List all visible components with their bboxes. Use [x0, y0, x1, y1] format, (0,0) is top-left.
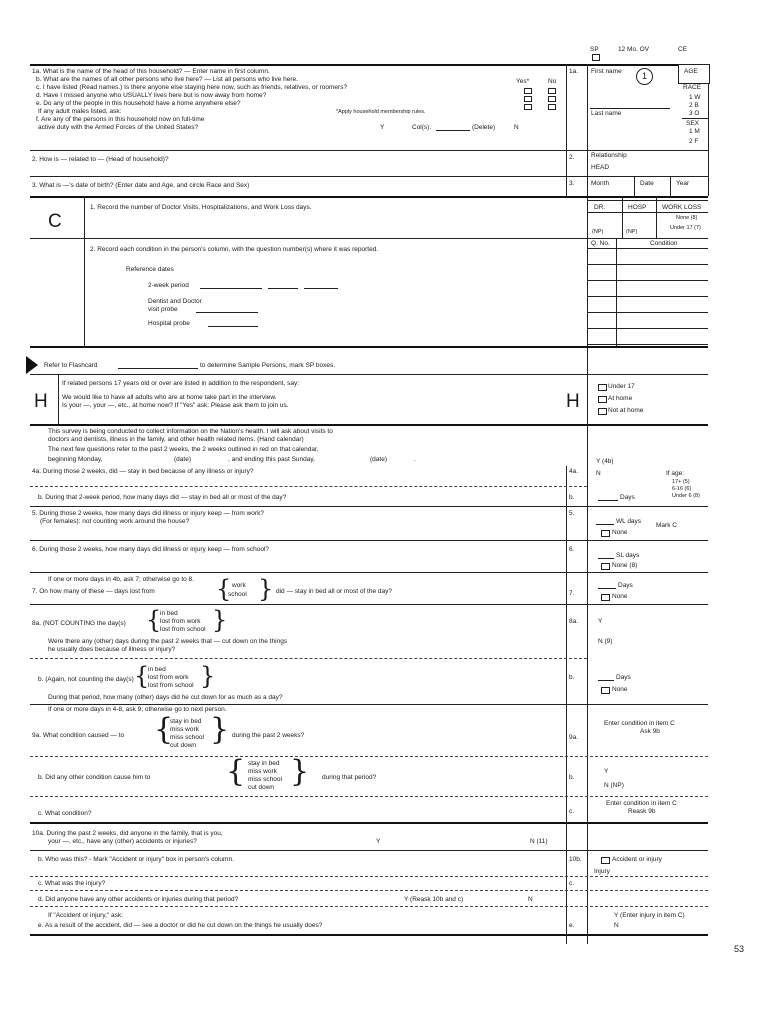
section-h-divider	[58, 374, 59, 424]
r8a-no[interactable]: N (9)	[598, 638, 613, 645]
r10b-injury: Injury	[594, 868, 610, 875]
q8b-opt-bed: in bed	[148, 666, 166, 673]
r10e-no[interactable]: N	[614, 922, 619, 929]
q8a-text: 8a. (NOT COUNTING the day(s)	[32, 620, 126, 627]
n10b: 10b.	[569, 856, 582, 863]
rule-section-c	[30, 196, 708, 198]
n5: 5.	[569, 510, 575, 517]
q8b-brace-left: {	[134, 662, 150, 690]
q7-text: 7. On how many of these — days lost from	[32, 588, 155, 595]
first-name-label: First name	[591, 68, 622, 75]
q10d-text: d. Did anyone have any other accidents or injuries during that period?	[38, 896, 239, 903]
n1a: 1a.	[569, 68, 579, 75]
q7-brace-right: }	[258, 575, 274, 603]
q10e-pre: If "Accident or injury," ask:	[48, 912, 123, 919]
c-cond-rule-5	[588, 328, 708, 329]
hosp-label: HOSP	[628, 204, 647, 211]
race-code-3[interactable]: 3 O	[689, 110, 700, 117]
rule-5	[30, 506, 708, 507]
rule-after-c	[30, 346, 708, 348]
q8b-text-2: During that period, how many (other) days did he cut down for as much as a day?	[48, 694, 283, 701]
q7-school: school	[228, 591, 247, 598]
condition-label: Condition	[650, 240, 678, 247]
age-label: AGE	[684, 68, 698, 75]
r4b-days: Days	[620, 494, 635, 501]
section-h-letter: H	[34, 391, 48, 412]
c-cond-rule-0	[588, 248, 708, 249]
head-value: HEAD	[591, 164, 610, 171]
none-8[interactable]: None (8)	[676, 215, 698, 221]
intro-line-4a: beginning Monday,	[48, 456, 103, 463]
r6-sl-days: SL days	[616, 552, 640, 559]
q1c-text: c. I have listed (Read names.) Is there anyone else staying here now, such as friends, relatives, or roomers?	[36, 84, 348, 91]
q1f-yes: Y	[380, 124, 385, 131]
rule-8b	[30, 658, 587, 659]
q1f-no: N	[514, 124, 519, 131]
rule-q2	[30, 150, 708, 151]
hospital-probe-label: Hospital probe	[148, 320, 190, 327]
q-no-label: Q. No.	[591, 240, 610, 247]
q8a-text-3: he usually does because of illness or injury?	[48, 646, 176, 653]
c-cond-rule-6	[588, 344, 708, 345]
rule-10e	[30, 906, 708, 907]
q9b-opt-3: miss school	[248, 776, 282, 783]
h-opt-athome: At home	[608, 395, 633, 402]
section-c-letter-divider	[84, 196, 85, 346]
q10a-text: 10a. During the past 2 weeks, did anyone in the family, that is you,	[32, 830, 223, 837]
age-12mo-label: 12 Mo. OV	[618, 46, 650, 53]
rule-6	[30, 540, 708, 541]
r9a-ask: Ask 9b	[640, 728, 660, 735]
h1-text: If related persons 17 years old or over are listed in addition to the respondent, say:	[62, 380, 300, 387]
year-label: Year	[676, 180, 690, 187]
work-loss-label: WORK LOSS	[662, 204, 702, 211]
c-cond-rule-3	[588, 296, 708, 297]
n8a: 8a.	[569, 618, 579, 625]
race-code-2[interactable]: 2 B	[689, 102, 699, 109]
month-date-divider	[634, 176, 635, 196]
n4b: b.	[569, 494, 575, 501]
date-year-divider	[670, 176, 671, 196]
q2-text: 2. How is — related to — (Head of household)?	[32, 156, 169, 163]
sex-label: SEX	[686, 120, 700, 127]
q9a-text-2: during the past 2 weeks?	[232, 732, 305, 739]
q1f-cont: active duty with the Armed Forces of the United States?	[38, 124, 199, 131]
rule-9b	[30, 756, 708, 757]
q8a-brace-left: {	[146, 606, 162, 634]
q8b-opt-school: lost from school	[148, 682, 194, 689]
two-week-period: 2-week period	[148, 282, 189, 289]
q1e-no-box[interactable]	[548, 104, 556, 110]
n3: 3.	[569, 180, 575, 187]
c-grid-rule2	[588, 238, 708, 239]
q9a-opt-2: miss work	[170, 726, 199, 733]
r7-none-box[interactable]	[601, 594, 610, 601]
q10b-text: b. Who was this? - Mark "Accident or injury" box in person's column.	[38, 856, 234, 863]
q9a-brace-left: {	[154, 712, 174, 747]
q7-text-2: did — stay in bed all or most of the day?	[276, 588, 392, 595]
q9a-text: 9a. What condition caused — to	[32, 732, 125, 739]
n9c: c.	[569, 808, 575, 815]
c2-text: 2. Record each condition in the person's column, with the question number(s) where it was reported.	[90, 246, 379, 253]
n10c: c.	[569, 880, 575, 887]
r4a-yes[interactable]: Y (4b)	[596, 458, 614, 465]
q1d-yes-box[interactable]	[524, 96, 532, 102]
q7-work: work	[232, 582, 246, 589]
n4a: 4a.	[569, 468, 579, 475]
r4a-age-3: Under 6 (8)	[672, 493, 700, 499]
c-rule	[30, 238, 587, 239]
r8b-days: Days	[616, 674, 631, 681]
rule-10	[30, 822, 708, 824]
q1e-cont: If any adult males listed, ask:	[38, 108, 122, 115]
h-notathome-box[interactable]	[598, 408, 607, 415]
q1c-no-box[interactable]	[548, 88, 556, 94]
c-cond-divider	[616, 238, 617, 346]
q5-females: (For females): not counting work around the house?	[40, 518, 190, 525]
c-cond-rule-1	[588, 264, 708, 265]
sex-code-2[interactable]: 2 F	[689, 138, 699, 145]
r10b-box[interactable]	[601, 857, 610, 864]
h2-text: We would like to have all adults who are at home take part in the interview.	[62, 394, 277, 401]
date-label: Date	[640, 180, 654, 187]
c-cond-rule-2	[588, 280, 708, 281]
relationship-label: Relationship	[591, 152, 627, 159]
q8a-opt-school: lost from school	[160, 626, 206, 633]
reference-dates: Reference dates	[126, 266, 174, 273]
q8a-opt-bed: in bed	[160, 610, 178, 617]
r4a-no[interactable]: N	[596, 470, 601, 477]
r4a-if: If age:	[666, 470, 685, 477]
intro-line-3: The next few questions refer to the past 2 weeks, the 2 weeks outlined in red on that calendar,	[48, 446, 319, 453]
q9b-brace-right: }	[290, 754, 310, 789]
r9b-no[interactable]: N (NP)	[604, 782, 624, 789]
h3-text: Is your —, your —, etc., at home now? If "Yes" ask: Please ask them to join us.	[62, 402, 289, 409]
q6-text: 6. During those 2 weeks, how many days did illness or injury keep — from school?	[32, 546, 269, 553]
rule-7	[30, 572, 708, 573]
r8a-yes[interactable]: Y	[598, 618, 603, 625]
r5-mark-c: Mark C	[656, 522, 677, 529]
section-c-letter: C	[48, 211, 62, 232]
q9b-opt-4: cut down	[248, 784, 275, 791]
q8a-text-2: Were there any (other) days during the past 2 weeks that — cut down on the things	[48, 638, 288, 645]
c-grid-top	[588, 200, 708, 201]
q9a-opt-4: cut down	[170, 742, 197, 749]
intro-line-4b: (date)	[174, 456, 191, 463]
n10e: e.	[569, 922, 575, 929]
q4a-text: 4a. During those 2 weeks, did — stay in bed because of any illness or injury?	[32, 468, 254, 475]
n9a: 9a.	[569, 734, 579, 741]
c-cond-rule-4	[588, 312, 708, 313]
q1e-text: e. Do any of the people in this household have a home anywhere else?	[36, 100, 241, 107]
q8b-brace-right: }	[200, 662, 216, 690]
rule-q3	[30, 176, 708, 177]
r5-none: None	[612, 529, 628, 536]
dentist-label: Dentist and Doctor	[148, 298, 202, 305]
r9b-yes[interactable]: Y	[604, 768, 609, 775]
np-label-2: (NP)	[626, 229, 638, 235]
q1f-delete: (Delete)	[472, 124, 496, 131]
q1e-note: *Apply household membership rules.	[336, 109, 426, 115]
person-number: 1	[636, 68, 653, 85]
q8b-text: b. (Again, not counting the day(s)	[38, 676, 134, 683]
q7-pre: If one or more days in 4b, ask 7; otherwise go to 8.	[48, 576, 194, 583]
q10a-yes[interactable]: Y	[376, 838, 381, 845]
yes-header: Yes*	[516, 78, 530, 85]
sp-label: SP	[590, 46, 599, 53]
under17-label[interactable]: Under 17 (7)	[670, 225, 701, 231]
q1b-text: b. What are the names of all other persons who live here? — List all persons who live here.	[36, 76, 298, 83]
race-code-1[interactable]: 1 W	[689, 94, 701, 101]
rule-10b	[30, 850, 708, 851]
np-label: (NP)	[592, 229, 604, 235]
q1f-col: Col(s).	[412, 124, 432, 131]
refer-text: Refer to Flashcard	[44, 362, 98, 369]
q10a-text-2: your —, etc., have any (other) accidents or injuries?	[48, 838, 197, 845]
h-under17-box[interactable]	[598, 384, 607, 391]
c-grid-v2	[656, 198, 657, 238]
intro-line-1: This survey is being conducted to collect information on the Nation's health. I will ask about visits to	[48, 428, 333, 435]
q10a-no[interactable]: N (11)	[530, 838, 548, 845]
r5-none-box[interactable]	[601, 530, 610, 537]
q3-text: 3. What is —'s date of birth? (Enter date and Age, and circle Race and Sex)	[32, 182, 250, 189]
q9b-brace-left: {	[226, 754, 246, 789]
sex-rule	[682, 118, 708, 119]
h-athome-box[interactable]	[598, 396, 607, 403]
c-grid-v1	[622, 198, 623, 238]
first-name-line	[590, 108, 670, 109]
dr-label: DR.	[594, 204, 606, 211]
q9c-text: c. What condition?	[38, 810, 92, 817]
q8b-opt-work: lost from work	[148, 674, 189, 681]
rule-4b	[30, 486, 587, 487]
rule-9	[30, 704, 708, 705]
q7-brace-left: {	[216, 575, 232, 603]
race-label: RACE	[683, 84, 702, 91]
intro-line-4c: , and ending this past Sunday,	[228, 456, 315, 463]
sex-code-1[interactable]: 1 M	[689, 128, 700, 135]
r6-none: None (8)	[612, 562, 638, 569]
n8b: b.	[569, 674, 575, 681]
r6-none-box[interactable]	[601, 563, 610, 570]
q9a-opt-1: stay in bed	[170, 718, 202, 725]
r7-days: Days	[618, 582, 633, 589]
section-h-letter-right: H	[566, 391, 580, 412]
q1f-text: f. Are any of the persons in this household now on full-time	[36, 116, 205, 123]
q9b-opt-1: stay in bed	[248, 760, 280, 767]
page-number: 53	[734, 944, 745, 954]
n2: 2.	[569, 154, 575, 161]
rule-8	[30, 604, 708, 605]
q10d-yes[interactable]: Y (Reask 10b and c)	[404, 896, 464, 903]
q5-text: 5. During those 2 weeks, how many days did illness or injury keep — from work?	[32, 510, 264, 517]
r4a-age-2: 6-16 (6)	[672, 486, 692, 492]
sp-checkbox[interactable]	[592, 54, 600, 61]
q1d-text: d. Have I missed anyone who USUALLY lives here but is now away from home?	[36, 92, 267, 99]
intro-line-4d: (date)	[370, 456, 387, 463]
q9b-opt-2: miss work	[248, 768, 277, 775]
divider-mid-lower	[566, 466, 567, 944]
r8b-none: None	[612, 686, 628, 693]
q1e-yes-box[interactable]	[524, 104, 532, 110]
q8a-opt-work: lost from work	[160, 618, 201, 625]
refer-arrow-icon	[26, 356, 38, 374]
top-rule	[30, 64, 708, 66]
q8a-brace-right: }	[212, 606, 228, 634]
r10e-yes[interactable]: Y (Enter injury in item C)	[614, 912, 685, 919]
rule-before-h	[30, 374, 708, 375]
n6: 6.	[569, 546, 575, 553]
r5-wl-days: WL days	[616, 518, 642, 525]
c1-text: 1. Record the number of Doctor Visits, Hospitalizations, and Work Loss days.	[90, 204, 312, 211]
r4a-age-1: 17+ (5)	[672, 479, 690, 485]
r9c-enter: Enter condition in item C	[606, 800, 677, 807]
r9a-enter: Enter condition in item C	[604, 720, 675, 727]
h-opt-notathome: Not at home	[608, 407, 644, 414]
intro-line-4e: .	[414, 456, 416, 463]
q10d-no[interactable]: N	[528, 896, 533, 903]
q1d-no-box[interactable]	[548, 96, 556, 102]
month-label: Month	[591, 180, 610, 187]
n9b: b.	[569, 774, 575, 781]
rule-10c	[30, 876, 708, 877]
q10c-text: c. What was the injury?	[38, 880, 106, 887]
rule-10d	[30, 890, 708, 891]
c-grid-header-rule	[588, 212, 708, 213]
rule-after-h	[30, 424, 708, 426]
r7-none: None	[612, 593, 628, 600]
rule-bottom	[30, 934, 708, 936]
q9-pre: If one or more days in 4-8, ask 9; otherwise go to next person.	[48, 706, 227, 713]
n7: 7.	[569, 590, 575, 597]
r10b-accident: Accident or injury	[612, 856, 662, 863]
intro-line-2: doctors and dentists, illness in the family, and other health related items. (Hand calendar)	[48, 436, 304, 443]
q1a-text: 1a. What is the name of the head of this household? — Enter name in first column.	[32, 68, 270, 75]
visit-probe-label: visit probe	[148, 306, 178, 313]
q9a-brace-right: }	[210, 712, 230, 747]
no-header: No	[548, 78, 557, 85]
q9a-opt-3: miss school	[170, 734, 204, 741]
h-opt-under17: Under 17	[608, 383, 635, 390]
q4b-text: b. During that 2-week period, how many days did — stay in bed all or most of the day?	[38, 494, 287, 501]
r8b-none-box[interactable]	[601, 687, 610, 694]
rule-9c	[30, 796, 708, 797]
q1c-yes-box[interactable]	[524, 88, 532, 94]
last-name-label: Last name	[591, 110, 622, 117]
r9c-reask: Reask 9b	[628, 808, 656, 815]
q9b-text-2: during that period?	[322, 774, 377, 781]
ce-label: CE	[678, 46, 688, 53]
refer-text-2: to determine Sample Persons, mark SP boxes.	[200, 362, 335, 369]
q9b-text: b. Did any other condition cause him to	[38, 774, 151, 781]
q10e-text: e. As a result of the accident, did — see a doctor or did he cut down on the things he usually does?	[38, 922, 323, 929]
